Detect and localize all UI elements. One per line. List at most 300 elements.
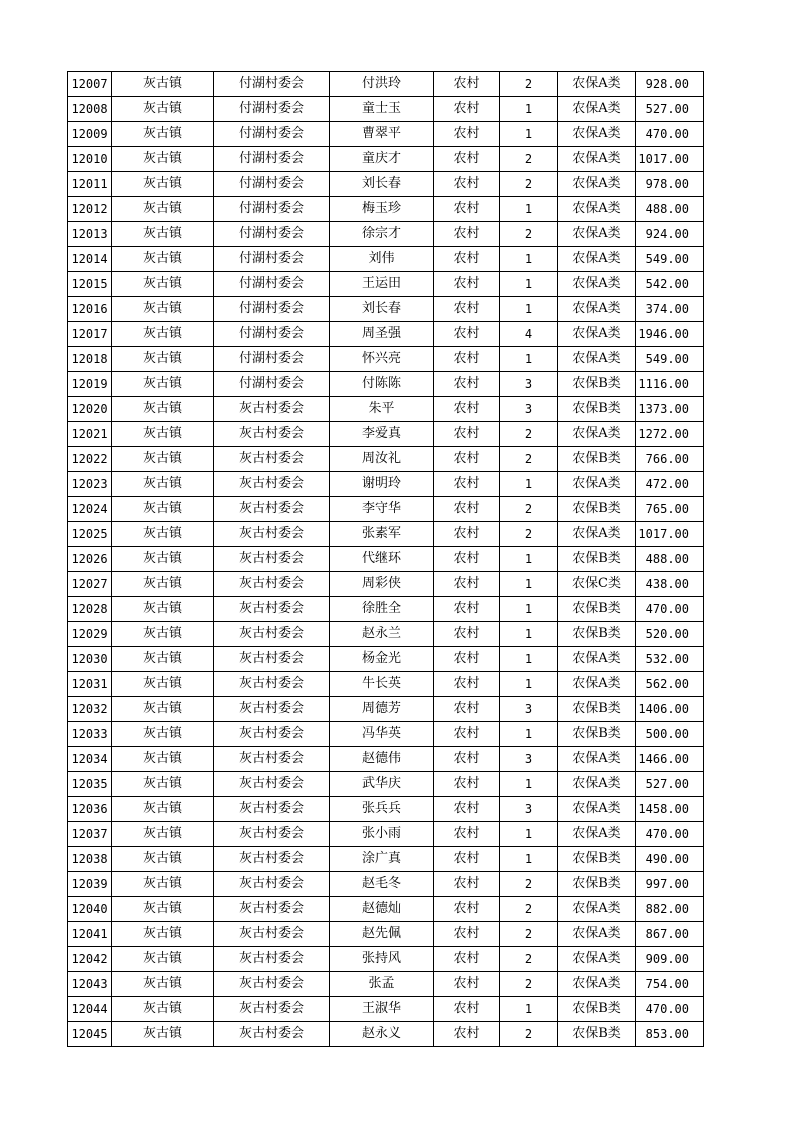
village-committee-cell: 灰古村委会 xyxy=(214,697,330,722)
residence-type-cell: 农村 xyxy=(434,247,500,272)
town-cell: 灰古镇 xyxy=(112,697,214,722)
name-cell: 徐胜全 xyxy=(330,597,434,622)
name-cell: 涂广真 xyxy=(330,847,434,872)
town-cell: 灰古镇 xyxy=(112,772,214,797)
name-cell: 赵德灿 xyxy=(330,897,434,922)
record-id-cell: 12025 xyxy=(68,522,112,547)
table-row xyxy=(68,972,704,997)
residence-type-cell: 农村 xyxy=(434,422,500,447)
amount-cell: 882.00 xyxy=(636,897,704,922)
residence-type-cell: 农村 xyxy=(434,1022,500,1047)
household-count-cell: 2 xyxy=(500,497,558,522)
village-committee-cell: 灰古村委会 xyxy=(214,922,330,947)
town-cell: 灰古镇 xyxy=(112,872,214,897)
name-cell: 谢明玲 xyxy=(330,472,434,497)
village-committee-cell: 付湖村委会 xyxy=(214,197,330,222)
town-cell: 灰古镇 xyxy=(112,147,214,172)
town-cell: 灰古镇 xyxy=(112,197,214,222)
table-row xyxy=(68,472,704,497)
amount-cell: 470.00 xyxy=(636,822,704,847)
village-committee-cell: 灰古村委会 xyxy=(214,447,330,472)
residence-type-cell: 农村 xyxy=(434,897,500,922)
amount-cell: 1272.00 xyxy=(636,422,704,447)
insurance-category-cell: 农保A类 xyxy=(558,172,636,197)
record-id-cell: 12016 xyxy=(68,297,112,322)
household-count-cell: 1 xyxy=(500,122,558,147)
insurance-category-cell: 农保A类 xyxy=(558,972,636,997)
village-committee-cell: 灰古村委会 xyxy=(214,497,330,522)
record-id-cell: 12008 xyxy=(68,97,112,122)
name-cell: 付洪玲 xyxy=(330,72,434,97)
record-id-cell: 12020 xyxy=(68,397,112,422)
name-cell: 张小雨 xyxy=(330,822,434,847)
record-id-cell: 12018 xyxy=(68,347,112,372)
table-row xyxy=(68,422,704,447)
residence-type-cell: 农村 xyxy=(434,122,500,147)
table-row xyxy=(68,1022,704,1047)
amount-cell: 1116.00 xyxy=(636,372,704,397)
table-row xyxy=(68,172,704,197)
residence-type-cell: 农村 xyxy=(434,547,500,572)
record-id-cell: 12007 xyxy=(68,72,112,97)
table-row xyxy=(68,622,704,647)
record-id-cell: 12038 xyxy=(68,847,112,872)
residence-type-cell: 农村 xyxy=(434,697,500,722)
residence-type-cell: 农村 xyxy=(434,722,500,747)
insurance-category-cell: 农保B类 xyxy=(558,397,636,422)
village-committee-cell: 灰古村委会 xyxy=(214,672,330,697)
household-count-cell: 2 xyxy=(500,447,558,472)
amount-cell: 1466.00 xyxy=(636,747,704,772)
amount-cell: 754.00 xyxy=(636,972,704,997)
town-cell: 灰古镇 xyxy=(112,597,214,622)
table-row xyxy=(68,122,704,147)
table-row xyxy=(68,297,704,322)
amount-cell: 470.00 xyxy=(636,122,704,147)
table-row xyxy=(68,872,704,897)
household-count-cell: 3 xyxy=(500,797,558,822)
insurance-category-cell: 农保A类 xyxy=(558,347,636,372)
residence-type-cell: 农村 xyxy=(434,572,500,597)
village-committee-cell: 付湖村委会 xyxy=(214,347,330,372)
insurance-category-cell: 农保B类 xyxy=(558,547,636,572)
town-cell: 灰古镇 xyxy=(112,972,214,997)
insurance-category-cell: 农保B类 xyxy=(558,622,636,647)
insurance-category-cell: 农保A类 xyxy=(558,797,636,822)
record-id-cell: 12037 xyxy=(68,822,112,847)
name-cell: 刘长春 xyxy=(330,297,434,322)
record-id-cell: 12033 xyxy=(68,722,112,747)
town-cell: 灰古镇 xyxy=(112,822,214,847)
amount-cell: 438.00 xyxy=(636,572,704,597)
residence-type-cell: 农村 xyxy=(434,622,500,647)
insurance-category-cell: 农保B类 xyxy=(558,872,636,897)
name-cell: 李爱真 xyxy=(330,422,434,447)
town-cell: 灰古镇 xyxy=(112,847,214,872)
table-row xyxy=(68,772,704,797)
amount-cell: 978.00 xyxy=(636,172,704,197)
village-committee-cell: 灰古村委会 xyxy=(214,997,330,1022)
insurance-category-cell: 农保A类 xyxy=(558,222,636,247)
town-cell: 灰古镇 xyxy=(112,572,214,597)
table-row xyxy=(68,922,704,947)
name-cell: 赵永兰 xyxy=(330,622,434,647)
name-cell: 赵永义 xyxy=(330,1022,434,1047)
insurance-category-cell: 农保B类 xyxy=(558,597,636,622)
table-row xyxy=(68,397,704,422)
village-committee-cell: 付湖村委会 xyxy=(214,322,330,347)
record-id-cell: 12014 xyxy=(68,247,112,272)
residence-type-cell: 农村 xyxy=(434,347,500,372)
household-count-cell: 1 xyxy=(500,347,558,372)
town-cell: 灰古镇 xyxy=(112,997,214,1022)
town-cell: 灰古镇 xyxy=(112,122,214,147)
household-count-cell: 1 xyxy=(500,197,558,222)
insurance-category-cell: 农保B类 xyxy=(558,722,636,747)
name-cell: 代继环 xyxy=(330,547,434,572)
amount-cell: 1458.00 xyxy=(636,797,704,822)
record-id-cell: 12015 xyxy=(68,272,112,297)
amount-cell: 488.00 xyxy=(636,197,704,222)
household-count-cell: 2 xyxy=(500,147,558,172)
amount-cell: 1946.00 xyxy=(636,322,704,347)
village-committee-cell: 付湖村委会 xyxy=(214,247,330,272)
household-count-cell: 2 xyxy=(500,172,558,197)
amount-cell: 472.00 xyxy=(636,472,704,497)
village-committee-cell: 灰古村委会 xyxy=(214,472,330,497)
household-count-cell: 2 xyxy=(500,222,558,247)
residence-type-cell: 农村 xyxy=(434,747,500,772)
residence-type-cell: 农村 xyxy=(434,872,500,897)
record-id-cell: 12021 xyxy=(68,422,112,447)
town-cell: 灰古镇 xyxy=(112,397,214,422)
residence-type-cell: 农村 xyxy=(434,147,500,172)
town-cell: 灰古镇 xyxy=(112,447,214,472)
table-row xyxy=(68,497,704,522)
household-count-cell: 1 xyxy=(500,597,558,622)
household-count-cell: 2 xyxy=(500,522,558,547)
record-id-cell: 12009 xyxy=(68,122,112,147)
record-id-cell: 12039 xyxy=(68,872,112,897)
name-cell: 周德芳 xyxy=(330,697,434,722)
insurance-category-cell: 农保A类 xyxy=(558,822,636,847)
town-cell: 灰古镇 xyxy=(112,647,214,672)
table-row xyxy=(68,547,704,572)
village-committee-cell: 付湖村委会 xyxy=(214,172,330,197)
name-cell: 曹翠平 xyxy=(330,122,434,147)
insurance-category-cell: 农保A类 xyxy=(558,297,636,322)
insurance-category-cell: 农保A类 xyxy=(558,422,636,447)
town-cell: 灰古镇 xyxy=(112,547,214,572)
residence-type-cell: 农村 xyxy=(434,97,500,122)
record-id-cell: 12043 xyxy=(68,972,112,997)
residence-type-cell: 农村 xyxy=(434,322,500,347)
insurance-category-cell: 农保C类 xyxy=(558,572,636,597)
household-count-cell: 1 xyxy=(500,272,558,297)
insurance-category-cell: 农保B类 xyxy=(558,447,636,472)
name-cell: 张持风 xyxy=(330,947,434,972)
name-cell: 冯华英 xyxy=(330,722,434,747)
residence-type-cell: 农村 xyxy=(434,922,500,947)
insurance-category-cell: 农保A类 xyxy=(558,897,636,922)
town-cell: 灰古镇 xyxy=(112,222,214,247)
town-cell: 灰古镇 xyxy=(112,947,214,972)
insurance-category-cell: 农保A类 xyxy=(558,647,636,672)
amount-cell: 532.00 xyxy=(636,647,704,672)
town-cell: 灰古镇 xyxy=(112,322,214,347)
town-cell: 灰古镇 xyxy=(112,672,214,697)
record-id-cell: 12041 xyxy=(68,922,112,947)
name-cell: 牛长英 xyxy=(330,672,434,697)
town-cell: 灰古镇 xyxy=(112,247,214,272)
town-cell: 灰古镇 xyxy=(112,297,214,322)
amount-cell: 909.00 xyxy=(636,947,704,972)
amount-cell: 549.00 xyxy=(636,247,704,272)
insurance-category-cell: 农保A类 xyxy=(558,272,636,297)
insurance-category-cell: 农保A类 xyxy=(558,522,636,547)
name-cell: 童士玉 xyxy=(330,97,434,122)
town-cell: 灰古镇 xyxy=(112,72,214,97)
table-row xyxy=(68,272,704,297)
amount-cell: 470.00 xyxy=(636,997,704,1022)
residence-type-cell: 农村 xyxy=(434,647,500,672)
residence-type-cell: 农村 xyxy=(434,997,500,1022)
table-row xyxy=(68,347,704,372)
household-count-cell: 1 xyxy=(500,722,558,747)
household-count-cell: 3 xyxy=(500,397,558,422)
record-id-cell: 12032 xyxy=(68,697,112,722)
record-id-cell: 12034 xyxy=(68,747,112,772)
village-committee-cell: 灰古村委会 xyxy=(214,397,330,422)
village-committee-cell: 灰古村委会 xyxy=(214,622,330,647)
table-row xyxy=(68,72,704,97)
town-cell: 灰古镇 xyxy=(112,372,214,397)
table-row xyxy=(68,722,704,747)
record-id-cell: 12019 xyxy=(68,372,112,397)
table-row xyxy=(68,672,704,697)
table-row xyxy=(68,897,704,922)
record-id-cell: 12011 xyxy=(68,172,112,197)
household-count-cell: 2 xyxy=(500,72,558,97)
village-committee-cell: 付湖村委会 xyxy=(214,297,330,322)
town-cell: 灰古镇 xyxy=(112,1022,214,1047)
household-count-cell: 2 xyxy=(500,872,558,897)
table-row xyxy=(68,797,704,822)
table-row xyxy=(68,947,704,972)
household-count-cell: 1 xyxy=(500,997,558,1022)
insurance-category-cell: 农保A类 xyxy=(558,122,636,147)
residence-type-cell: 农村 xyxy=(434,797,500,822)
name-cell: 刘伟 xyxy=(330,247,434,272)
amount-cell: 928.00 xyxy=(636,72,704,97)
household-count-cell: 1 xyxy=(500,547,558,572)
amount-cell: 470.00 xyxy=(636,597,704,622)
residence-type-cell: 农村 xyxy=(434,847,500,872)
table-row xyxy=(68,147,704,172)
table-row xyxy=(68,572,704,597)
insurance-category-cell: 农保A类 xyxy=(558,922,636,947)
village-committee-cell: 灰古村委会 xyxy=(214,747,330,772)
town-cell: 灰古镇 xyxy=(112,97,214,122)
table-row xyxy=(68,997,704,1022)
insurance-category-cell: 农保A类 xyxy=(558,247,636,272)
village-committee-cell: 付湖村委会 xyxy=(214,147,330,172)
name-cell: 赵毛冬 xyxy=(330,872,434,897)
household-count-cell: 3 xyxy=(500,747,558,772)
village-committee-cell: 灰古村委会 xyxy=(214,897,330,922)
residence-type-cell: 农村 xyxy=(434,472,500,497)
table-row xyxy=(68,522,704,547)
village-committee-cell: 灰古村委会 xyxy=(214,572,330,597)
town-cell: 灰古镇 xyxy=(112,422,214,447)
village-committee-cell: 灰古村委会 xyxy=(214,797,330,822)
household-count-cell: 2 xyxy=(500,1022,558,1047)
insurance-category-cell: 农保B类 xyxy=(558,697,636,722)
record-id-cell: 12027 xyxy=(68,572,112,597)
table-row xyxy=(68,222,704,247)
amount-cell: 1406.00 xyxy=(636,697,704,722)
residence-type-cell: 农村 xyxy=(434,397,500,422)
household-count-cell: 1 xyxy=(500,822,558,847)
village-committee-cell: 付湖村委会 xyxy=(214,272,330,297)
table-row xyxy=(68,97,704,122)
residence-type-cell: 农村 xyxy=(434,72,500,97)
amount-cell: 520.00 xyxy=(636,622,704,647)
household-count-cell: 1 xyxy=(500,97,558,122)
residence-type-cell: 农村 xyxy=(434,297,500,322)
residence-type-cell: 农村 xyxy=(434,372,500,397)
name-cell: 梅玉珍 xyxy=(330,197,434,222)
amount-cell: 562.00 xyxy=(636,672,704,697)
residence-type-cell: 农村 xyxy=(434,272,500,297)
name-cell: 朱平 xyxy=(330,397,434,422)
amount-cell: 765.00 xyxy=(636,497,704,522)
record-id-cell: 12017 xyxy=(68,322,112,347)
town-cell: 灰古镇 xyxy=(112,497,214,522)
name-cell: 李守华 xyxy=(330,497,434,522)
household-count-cell: 3 xyxy=(500,372,558,397)
town-cell: 灰古镇 xyxy=(112,722,214,747)
insurance-category-cell: 农保B类 xyxy=(558,372,636,397)
household-count-cell: 2 xyxy=(500,947,558,972)
record-id-cell: 12023 xyxy=(68,472,112,497)
amount-cell: 527.00 xyxy=(636,772,704,797)
amount-cell: 490.00 xyxy=(636,847,704,872)
village-committee-cell: 灰古村委会 xyxy=(214,547,330,572)
insurance-category-cell: 农保A类 xyxy=(558,772,636,797)
table-row xyxy=(68,697,704,722)
household-count-cell: 3 xyxy=(500,697,558,722)
amount-cell: 766.00 xyxy=(636,447,704,472)
insurance-category-cell: 农保B类 xyxy=(558,1022,636,1047)
roster-body xyxy=(68,72,704,1047)
record-id-cell: 12031 xyxy=(68,672,112,697)
name-cell: 童庆才 xyxy=(330,147,434,172)
record-id-cell: 12026 xyxy=(68,547,112,572)
village-committee-cell: 灰古村委会 xyxy=(214,647,330,672)
record-id-cell: 12024 xyxy=(68,497,112,522)
town-cell: 灰古镇 xyxy=(112,472,214,497)
residence-type-cell: 农村 xyxy=(434,197,500,222)
table-row xyxy=(68,597,704,622)
town-cell: 灰古镇 xyxy=(112,922,214,947)
name-cell: 杨金光 xyxy=(330,647,434,672)
household-count-cell: 1 xyxy=(500,297,558,322)
amount-cell: 488.00 xyxy=(636,547,704,572)
household-count-cell: 1 xyxy=(500,672,558,697)
table-row xyxy=(68,447,704,472)
household-count-cell: 1 xyxy=(500,622,558,647)
town-cell: 灰古镇 xyxy=(112,622,214,647)
name-cell: 王运田 xyxy=(330,272,434,297)
record-id-cell: 12036 xyxy=(68,797,112,822)
town-cell: 灰古镇 xyxy=(112,797,214,822)
village-committee-cell: 灰古村委会 xyxy=(214,772,330,797)
table-row xyxy=(68,647,704,672)
household-count-cell: 1 xyxy=(500,772,558,797)
town-cell: 灰古镇 xyxy=(112,347,214,372)
name-cell: 徐宗才 xyxy=(330,222,434,247)
name-cell: 武华庆 xyxy=(330,772,434,797)
town-cell: 灰古镇 xyxy=(112,272,214,297)
household-count-cell: 1 xyxy=(500,472,558,497)
residence-type-cell: 农村 xyxy=(434,947,500,972)
residence-type-cell: 农村 xyxy=(434,772,500,797)
table-row xyxy=(68,322,704,347)
household-count-cell: 1 xyxy=(500,572,558,597)
insurance-category-cell: 农保B类 xyxy=(558,847,636,872)
record-id-cell: 12028 xyxy=(68,597,112,622)
village-committee-cell: 付湖村委会 xyxy=(214,72,330,97)
amount-cell: 997.00 xyxy=(636,872,704,897)
village-committee-cell: 付湖村委会 xyxy=(214,222,330,247)
amount-cell: 853.00 xyxy=(636,1022,704,1047)
name-cell: 周圣强 xyxy=(330,322,434,347)
table-row xyxy=(68,247,704,272)
amount-cell: 1373.00 xyxy=(636,397,704,422)
amount-cell: 542.00 xyxy=(636,272,704,297)
insurance-category-cell: 农保A类 xyxy=(558,72,636,97)
name-cell: 周汝礼 xyxy=(330,447,434,472)
name-cell: 张兵兵 xyxy=(330,797,434,822)
amount-cell: 374.00 xyxy=(636,297,704,322)
village-committee-cell: 灰古村委会 xyxy=(214,597,330,622)
record-id-cell: 12044 xyxy=(68,997,112,1022)
town-cell: 灰古镇 xyxy=(112,522,214,547)
residence-type-cell: 农村 xyxy=(434,497,500,522)
name-cell: 王淑华 xyxy=(330,997,434,1022)
town-cell: 灰古镇 xyxy=(112,747,214,772)
table-row xyxy=(68,747,704,772)
benefit-roster-table xyxy=(67,71,704,1047)
household-count-cell: 2 xyxy=(500,897,558,922)
village-committee-cell: 灰古村委会 xyxy=(214,422,330,447)
village-committee-cell: 灰古村委会 xyxy=(214,972,330,997)
household-count-cell: 2 xyxy=(500,922,558,947)
village-committee-cell: 灰古村委会 xyxy=(214,1022,330,1047)
record-id-cell: 12035 xyxy=(68,772,112,797)
record-id-cell: 12040 xyxy=(68,897,112,922)
household-count-cell: 1 xyxy=(500,847,558,872)
table-row xyxy=(68,847,704,872)
insurance-category-cell: 农保B类 xyxy=(558,497,636,522)
household-count-cell: 1 xyxy=(500,247,558,272)
village-committee-cell: 灰古村委会 xyxy=(214,847,330,872)
insurance-category-cell: 农保A类 xyxy=(558,947,636,972)
town-cell: 灰古镇 xyxy=(112,172,214,197)
insurance-category-cell: 农保A类 xyxy=(558,97,636,122)
name-cell: 赵先佩 xyxy=(330,922,434,947)
